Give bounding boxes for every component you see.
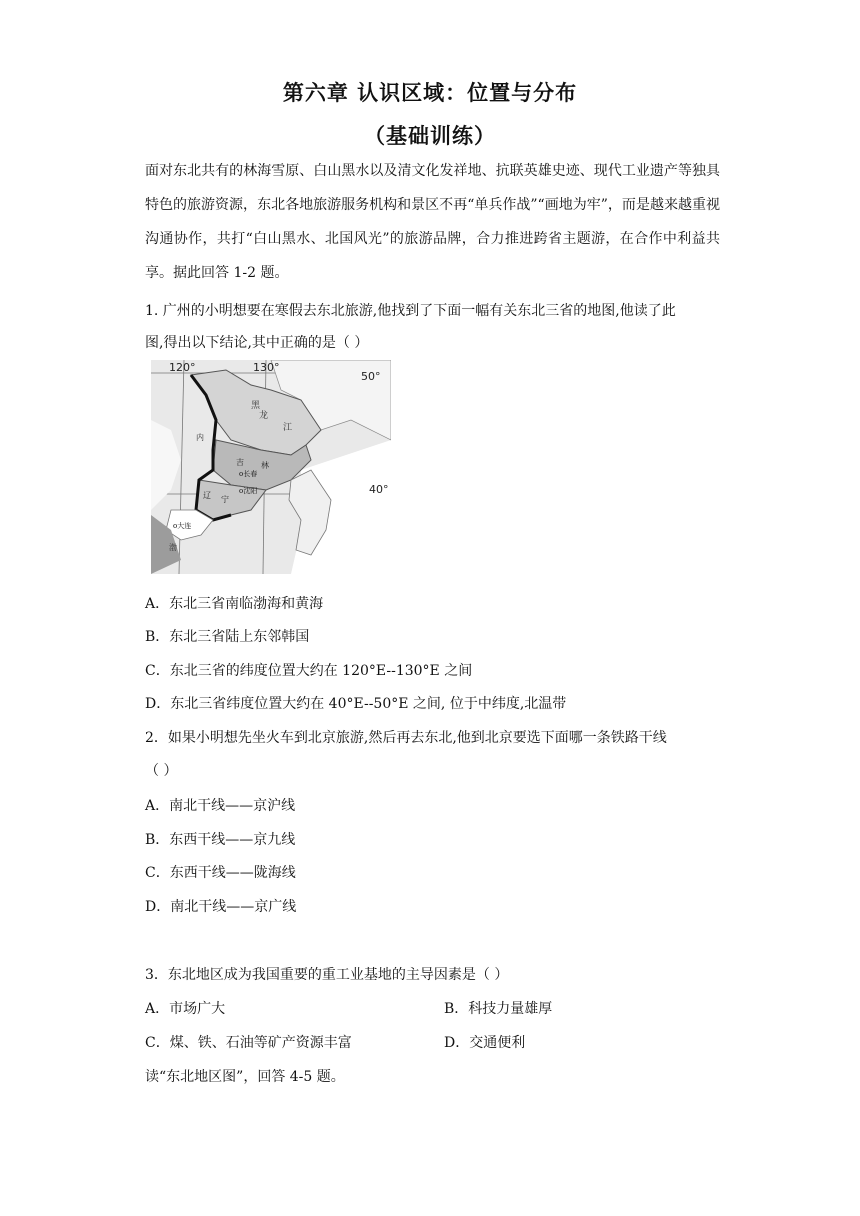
lat-40-label: 40° xyxy=(369,483,389,496)
q1-option-c: C．东北三省的纬度位置大约在 120°E--130°E 之间 xyxy=(145,663,473,679)
q1-stem-line2: 图,得出以下结论,其中正确的是（ ） xyxy=(145,335,369,351)
lat-50-label: 50° xyxy=(361,370,381,383)
page-subtitle: （基础训练） xyxy=(364,124,496,148)
q3-option-d: D．交通便利 xyxy=(444,1035,526,1051)
q3-option-c: C．煤、铁、石油等矿产资源丰富 xyxy=(145,1035,352,1051)
footer-note: 读“东北地区图”，回答 4-5 题。 xyxy=(145,1069,345,1085)
city-label-changchun: o长春 xyxy=(239,470,258,478)
bohai-label: 渤 xyxy=(169,543,177,552)
q1-option-d: D．东北三省纬度位置大约在 40°E--50°E 之间, 位于中纬度,北温带 xyxy=(145,696,567,712)
page-title: 第六章 认识区域：位置与分布 xyxy=(282,81,578,105)
hlj-label-1: 黑 xyxy=(251,401,261,411)
q1-option-b: B．东北三省陆上东邻韩国 xyxy=(145,629,310,645)
q3-stem: 3．东北地区成为我国重要的重工业基地的主导因素是（ ） xyxy=(145,967,509,983)
inner-mongolia-label: 内 xyxy=(196,433,204,442)
q3-option-a: A．市场广大 xyxy=(145,1001,226,1017)
city-label-dalian: o大连 xyxy=(173,522,192,530)
q3-option-b: B．科技力量雄厚 xyxy=(444,1001,553,1017)
lon-130-label: 130° xyxy=(253,361,280,374)
intro-paragraph: 面对东北共有的林海雪原、白山黑水以及清文化发祥地、抗联英雄史迹、现代工业遗产等独具特色的旅游资源，东北各地旅游服务机构和景区不再“单兵作战”“画地为牢”，而是越来越重视沟通协作，共打“白山黑水、北国风光”的旅游品牌，合力推进跨省主题游，在合作中利益共享。据此回答 1-2 题。 xyxy=(145,163,720,281)
ln-label-1: 辽 xyxy=(203,491,211,500)
jl-label-2: 林 xyxy=(261,461,269,470)
hlj-label-2: 龙 xyxy=(259,411,269,421)
q2-option-b: B．东西干线——京九线 xyxy=(145,832,296,848)
q2-option-d: D．南北干线——京广线 xyxy=(145,899,297,915)
q2-stem-line1: 2．如果小明想先坐火车到北京旅游,然后再去东北,他到北京要选下面哪一条铁路干线 xyxy=(145,730,667,746)
lon-120-label: 120° xyxy=(169,361,196,374)
northeast-china-map xyxy=(151,360,391,574)
q2-option-c: C．东西干线——陇海线 xyxy=(145,865,296,881)
hlj-label-3: 江 xyxy=(283,423,293,433)
jl-label-1: 吉 xyxy=(236,458,244,467)
q2-stem-line2: （ ） xyxy=(145,763,178,779)
q1-stem-line1: 1. 广州的小明想要在寒假去东北旅游,他找到了下面一幅有关东北三省的地图,他读了此 xyxy=(145,303,676,319)
q2-option-a: A．南北干线——京沪线 xyxy=(145,798,296,814)
city-label-shenyang: o沈阳 xyxy=(239,487,258,495)
ln-label-2: 宁 xyxy=(221,495,229,504)
q1-option-a: A．东北三省南临渤海和黄海 xyxy=(145,596,324,612)
